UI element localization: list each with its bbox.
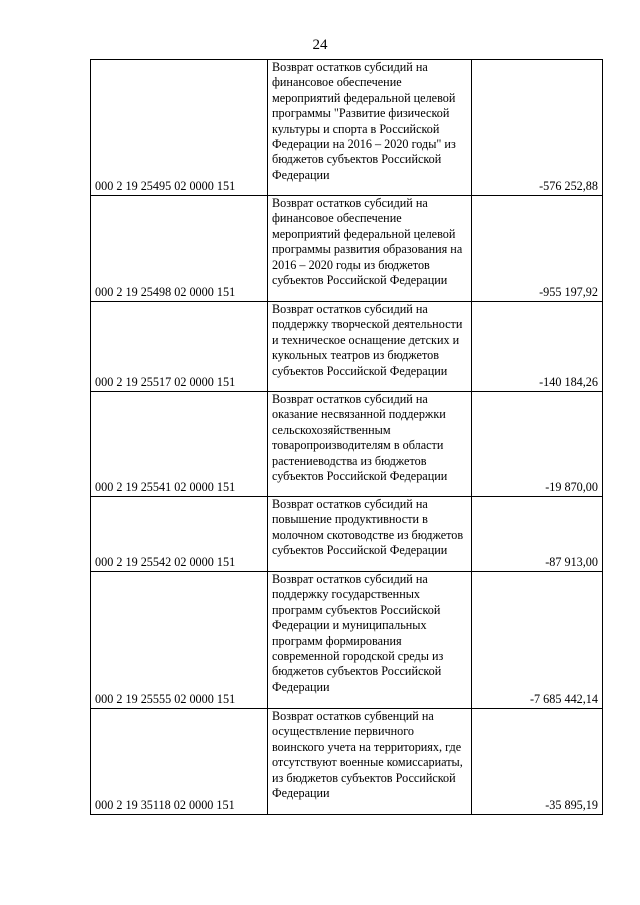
amount-cell: -87 913,00 (472, 497, 603, 572)
description-cell: Возврат остатков субсидий на повышение продуктивности в молочном скотоводстве из бюджетов субъектов Российской Федерации (268, 497, 472, 572)
budget-code-cell: 000 2 19 25498 02 0000 151 (91, 196, 268, 302)
description-cell: Возврат остатков субсидий на оказание несвязанной поддержки сельскохозяйственным товаропроизводителям в области растениеводства из бюджетов субъектов Российской Федерации (268, 392, 472, 497)
table-row (91, 572, 603, 709)
budget-code-cell: 000 2 19 25517 02 0000 151 (91, 302, 268, 392)
amount-cell: -19 870,00 (472, 392, 603, 497)
description-cell: Возврат остатков субсидий на финансовое обеспечение мероприятий федеральной целевой программы развития образования на 2016 – 2020 годы из бюджетов субъектов Российской Федерации (268, 196, 472, 302)
amount-cell: -7 685 442,14 (472, 572, 603, 709)
amount-cell: -576 252,88 (472, 60, 603, 196)
table-row (91, 60, 603, 196)
description-cell: Возврат остатков субсидий на финансовое обеспечение мероприятий федеральной целевой программы "Развитие физической культуры и спорта в Российской Федерации на 2016 – 2020 годы" из бюджетов субъектов Российской Федерации (268, 60, 472, 196)
budget-table (90, 59, 603, 815)
table-row (91, 709, 603, 815)
description-cell: Возврат остатков субсидий на поддержку государственных программ субъектов Российской Федерации и муниципальных программ формирования современной городской среды из бюджетов субъектов Российской Федерации (268, 572, 472, 709)
budget-code-cell: 000 2 19 25555 02 0000 151 (91, 572, 268, 709)
budget-code-cell: 000 2 19 25541 02 0000 151 (91, 392, 268, 497)
amount-cell: -140 184,26 (472, 302, 603, 392)
page-number: 24 (312, 37, 328, 53)
budget-code-cell: 000 2 19 25495 02 0000 151 (91, 60, 268, 196)
budget-code-cell: 000 2 19 25542 02 0000 151 (91, 497, 268, 572)
table-row (91, 302, 603, 392)
budget-code-cell: 000 2 19 35118 02 0000 151 (91, 709, 268, 815)
description-cell: Возврат остатков субсидий на поддержку творческой деятельности и техническое оснащение детских и кукольных театров из бюджетов субъектов Российской Федерации (268, 302, 472, 392)
table-row (91, 497, 603, 572)
description-cell: Возврат остатков субвенций на осуществление первичного воинского учета на территориях, где отсутствуют военные комиссариаты, из бюджетов субъектов Российской Федерации (268, 709, 472, 815)
table-row (91, 196, 603, 302)
amount-cell: -35 895,19 (472, 709, 603, 815)
table-row (91, 392, 603, 497)
amount-cell: -955 197,92 (472, 196, 603, 302)
